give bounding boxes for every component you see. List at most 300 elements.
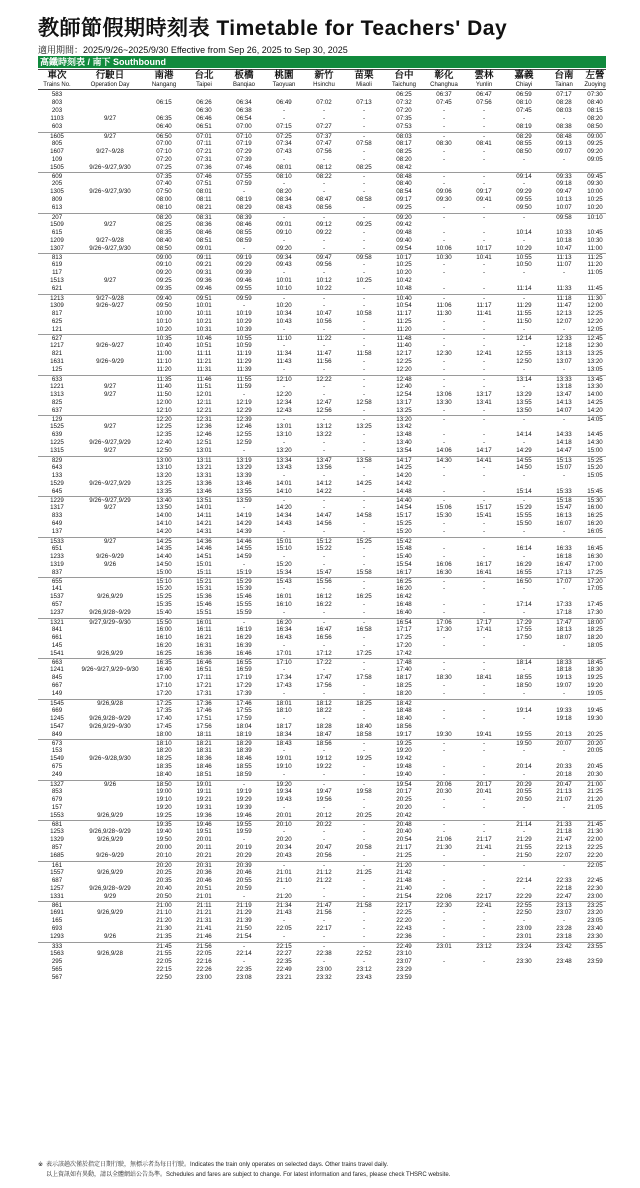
cell-operation-day: [76, 690, 144, 698]
cell-nangang: 17:45: [156, 722, 172, 730]
cell-banqiao: [224, 91, 264, 99]
cell-taichung: 21:25: [396, 852, 412, 860]
cell-taoyuan: 17:01: [276, 649, 292, 657]
col-header-zh: 桃園: [274, 70, 294, 81]
cell-train-no: 805: [51, 139, 63, 147]
cell-hsinchu: 20:22: [316, 821, 332, 828]
cell-chiayi: 12:55: [516, 350, 532, 358]
cell-tainan: 18:07: [556, 633, 572, 641]
cell-nangang: 10:00: [156, 309, 172, 317]
cell-yunlin: -: [482, 585, 486, 593]
cell-miaoli: -: [362, 578, 366, 585]
cell-train-no: 603: [51, 123, 63, 131]
cell-taoyuan: 21:43: [276, 909, 292, 917]
table-row: [38, 277, 606, 285]
cell-taichung: 08:42: [396, 163, 412, 171]
cell-miaoli: -: [362, 390, 366, 398]
cell-hsinchu: -: [322, 917, 326, 925]
cell-tainan: 13:47: [556, 390, 572, 398]
cell-train-no: 1229: [50, 497, 64, 504]
cell-banqiao: -: [242, 301, 246, 309]
cell-tainan: [544, 423, 584, 431]
cell-changhua: -: [442, 155, 446, 163]
cell-yunlin: -: [482, 957, 486, 965]
cell-hsinchu: 08:56: [316, 204, 332, 212]
cell-taichung: 16:20: [396, 585, 412, 593]
cell-operation-day: [76, 634, 144, 642]
cell-tainan: 12:13: [556, 309, 572, 317]
cell-operation-day: [76, 107, 144, 115]
cell-train-no: 681: [51, 821, 63, 828]
cell-hsinchu: -: [322, 933, 326, 941]
cell-operation-day: [76, 366, 144, 374]
cell-tainan: 11:47: [556, 301, 572, 309]
cell-banqiao: 16:46: [236, 649, 252, 657]
cell-chiayi: 08:50: [516, 147, 532, 155]
table-row: [38, 107, 606, 115]
cell-zuoying: 19:05: [587, 690, 603, 698]
col-header-operation-day: [76, 70, 144, 91]
cell-miaoli: -: [362, 641, 366, 649]
cell-tainan: 13:13: [556, 350, 572, 358]
cell-train-no: 121: [51, 325, 63, 333]
cell-changhua: 20:06: [436, 780, 452, 788]
cell-zuoying: 10:30: [587, 236, 603, 244]
cell-train-no: 1221: [50, 382, 64, 390]
cell-zuoying: 22:30: [587, 884, 603, 892]
cell-chiayi: -: [522, 747, 526, 755]
cell-hsinchu: 10:56: [316, 317, 332, 325]
cell-hsinchu: 14:12: [316, 479, 332, 487]
cell-yunlin: -: [482, 431, 486, 439]
cell-train-no: 621: [51, 285, 63, 293]
cell-taoyuan: 19:20: [276, 780, 292, 788]
cell-chiayi: -: [522, 416, 526, 423]
cell-yunlin: -: [482, 528, 486, 536]
cell-changhua: -: [442, 609, 446, 617]
cell-miaoli: -: [362, 115, 366, 123]
cell-miaoli: -: [362, 682, 366, 690]
cell-nangang: 08:20: [156, 213, 172, 221]
cell-changhua: 10:06: [436, 244, 452, 252]
cell-taipei: 07:51: [196, 180, 212, 188]
cell-yunlin: -: [482, 173, 486, 180]
cell-hsinchu: 17:56: [316, 682, 332, 690]
cell-taichung: 10:17: [396, 254, 412, 261]
cell-nangang: 13:10: [156, 463, 172, 471]
cell-train-no: 129: [51, 416, 63, 423]
cell-chiayi: 20:29: [516, 780, 532, 788]
cell-nangang: 14:50: [156, 560, 172, 568]
cell-chiayi: -: [522, 180, 526, 188]
cell-train-no: 1313: [50, 390, 64, 398]
col-header-train-no: [38, 70, 76, 91]
cell-hsinchu: 20:47: [316, 844, 332, 852]
cell-taoyuan: -: [282, 771, 286, 779]
cell-chiayi: 20:55: [516, 787, 532, 795]
cell-banqiao: 17:29: [236, 682, 252, 690]
cell-chiayi: 15:14: [516, 487, 532, 495]
cell-taoyuan: 10:01: [276, 277, 292, 285]
cell-chiayi: -: [522, 236, 526, 244]
col-header-en: Taoyuan: [272, 82, 296, 88]
cell-tainan: 20:47: [556, 780, 572, 788]
table-row: [38, 974, 606, 982]
cell-hsinchu: -: [322, 690, 326, 698]
cell-chiayi: 15:29: [516, 504, 532, 512]
cell-taichung: 13:42: [396, 423, 412, 431]
cell-nangang: 08:00: [156, 196, 172, 204]
table-row: [38, 804, 606, 812]
cell-banqiao: 08:55: [236, 228, 252, 236]
cell-nangang: 09:10: [156, 261, 172, 269]
cell-chiayi: 18:55: [516, 674, 532, 682]
table-row: [38, 261, 606, 269]
cell-train-no: 669: [51, 706, 63, 714]
cell-banqiao: 10:39: [236, 325, 252, 333]
cell-miaoli: -: [362, 497, 366, 504]
cell-yunlin: -: [482, 487, 486, 495]
cell-banqiao: 18:04: [236, 722, 252, 730]
cell-chiayi: 17:55: [516, 625, 532, 633]
cell-tainan: -: [562, 528, 566, 536]
cell-hsinchu: -: [322, 780, 326, 788]
cell-nangang: 06:35: [156, 115, 172, 123]
cell-changhua: -: [442, 917, 446, 925]
cell-tainan: 14:07: [556, 406, 572, 414]
cell-taichung: 09:25: [396, 204, 412, 212]
cell-zuoying: 15:30: [587, 497, 603, 504]
cell-yunlin: -: [482, 852, 486, 860]
cell-zuoying: 18:20: [587, 633, 603, 641]
cell-taipei: 21:41: [196, 925, 212, 933]
cell-yunlin: 15:41: [476, 512, 492, 520]
cell-nangang: 07:10: [156, 147, 172, 155]
cell-train-no: 661: [51, 633, 63, 641]
cell-tainan: 21:47: [556, 836, 572, 844]
cell-changhua: -: [442, 740, 446, 747]
cell-tainan: 12:18: [556, 342, 572, 350]
cell-tainan: 23:18: [556, 933, 572, 941]
cell-hsinchu: -: [322, 269, 326, 277]
cell-taichung: 18:25: [396, 682, 412, 690]
col-header-chiayi: [504, 70, 544, 91]
cell-changhua: -: [442, 228, 446, 236]
cell-chiayi: 16:55: [516, 568, 532, 576]
cell-hsinchu: 10:12: [316, 277, 332, 285]
cell-operation-day: 9/27: [103, 382, 117, 390]
cell-hsinchu: 15:12: [316, 537, 332, 545]
cell-taichung: 08:17: [396, 139, 412, 147]
col-header-en: Chiayi: [515, 82, 533, 88]
cell-train-no: 1253: [50, 828, 64, 836]
cell-changhua: [424, 966, 464, 974]
cell-banqiao: 15:39: [236, 585, 252, 593]
cell-miaoli: -: [362, 213, 366, 221]
cell-taipei: 19:21: [196, 795, 212, 803]
cell-chiayi: 10:50: [516, 261, 532, 269]
cell-train-no: 1327: [50, 780, 64, 788]
cell-miaoli: -: [362, 471, 366, 479]
cell-changhua: -: [442, 261, 446, 269]
cell-chiayi: 12:50: [516, 358, 532, 366]
cell-taichung: 18:48: [396, 706, 412, 714]
cell-changhua: -: [442, 925, 446, 933]
cell-banqiao: 07:00: [236, 123, 252, 131]
cell-miaoli: -: [362, 447, 366, 455]
cell-banqiao: -: [242, 780, 246, 788]
cell-chiayi: -: [522, 269, 526, 277]
cell-taipei: 20:01: [196, 836, 212, 844]
cell-nangang: 16:10: [156, 633, 172, 641]
cell-tainan: -: [562, 366, 566, 374]
cell-taichung: 11:17: [396, 309, 412, 317]
cell-taoyuan: 14:20: [276, 504, 292, 512]
cell-changhua: -: [442, 335, 446, 342]
cell-taoyuan: 17:34: [276, 674, 292, 682]
cell-miaoli: -: [362, 690, 366, 698]
cell-chiayi: 23:01: [516, 933, 532, 941]
cell-miaoli: 08:25: [356, 163, 372, 171]
cell-taoyuan: -: [282, 325, 286, 333]
cell-tainan: -: [562, 690, 566, 698]
cell-zuoying: 22:45: [587, 876, 603, 884]
cell-miaoli: -: [362, 147, 366, 155]
cell-miaoli: -: [362, 358, 366, 366]
cell-banqiao: 14:55: [236, 544, 252, 552]
cell-zuoying: [584, 966, 606, 974]
cell-train-no: 1537: [50, 593, 64, 601]
cell-changhua: -: [442, 852, 446, 860]
table-row: [38, 148, 606, 156]
cell-yunlin: -: [482, 520, 486, 528]
cell-banqiao: 17:55: [236, 706, 252, 714]
cell-train-no: 1331: [50, 892, 64, 900]
cell-train-no: 109: [51, 155, 63, 163]
cell-hsinchu: -: [322, 382, 326, 390]
cell-operation-day: 9/27: [103, 220, 117, 228]
cell-yunlin: -: [482, 261, 486, 269]
table-row: [38, 585, 606, 593]
cell-tainan: [544, 950, 584, 958]
cell-tainan: -: [562, 585, 566, 593]
cell-taoyuan: -: [282, 213, 286, 221]
cell-operation-day: 9/26: [103, 780, 117, 788]
cell-taipei: 09:21: [196, 261, 212, 269]
cell-taoyuan: -: [282, 471, 286, 479]
cell-banqiao: 10:19: [236, 309, 252, 317]
cell-miaoli: 09:58: [356, 254, 372, 261]
cell-yunlin: -: [482, 497, 486, 504]
cell-taoyuan: -: [282, 609, 286, 617]
cell-yunlin: [464, 755, 504, 763]
cell-taoyuan: 16:43: [276, 633, 292, 641]
cell-yunlin: -: [482, 578, 486, 585]
cell-train-no: 1607: [50, 147, 64, 155]
cell-hsinchu: -: [322, 416, 326, 423]
cell-miaoli: 14:25: [356, 479, 372, 487]
cell-banqiao: 08:19: [236, 196, 252, 204]
cell-tainan: 09:18: [556, 180, 572, 188]
cell-changhua: 22:30: [436, 902, 452, 909]
table-row: [38, 537, 606, 545]
cell-taichung: 09:17: [396, 196, 412, 204]
cell-operation-day: [76, 771, 144, 779]
cell-chiayi: -: [522, 771, 526, 779]
cell-zuoying: 09:30: [587, 180, 603, 188]
cell-changhua: -: [442, 342, 446, 350]
cell-nangang: 09:50: [156, 301, 172, 309]
cell-nangang: 21:00: [156, 902, 172, 909]
cell-operation-day: [76, 747, 144, 755]
cell-operation-day: [76, 407, 144, 415]
cell-taichung: 22:20: [396, 917, 412, 925]
cell-zuoying: 23:30: [587, 933, 603, 941]
cell-zuoying: [584, 164, 606, 172]
cell-changhua: [424, 974, 464, 982]
cell-zuoying: [584, 593, 606, 601]
col-header-en: Hsinchu: [313, 82, 335, 88]
cell-chiayi: 17:50: [516, 633, 532, 641]
cell-train-no: 295: [51, 957, 63, 965]
cell-taichung: 19:17: [396, 730, 412, 738]
cell-changhua: -: [442, 861, 446, 869]
cell-hsinchu: -: [322, 618, 326, 626]
cell-yunlin: -: [482, 471, 486, 479]
cell-nangang: 16:40: [156, 666, 172, 674]
table-row: [38, 350, 606, 358]
cell-taichung: 16:42: [396, 593, 412, 601]
cell-changhua: -: [442, 107, 446, 115]
cell-miaoli: -: [362, 544, 366, 552]
cell-taoyuan: -: [282, 269, 286, 277]
table-row: [38, 917, 606, 925]
cell-zuoying: 12:25: [587, 309, 603, 317]
cell-hsinchu: 07:56: [316, 147, 332, 155]
cell-operation-day: [76, 545, 144, 553]
cell-nangang: 07:40: [156, 180, 172, 188]
cell-zuoying: 22:05: [587, 861, 603, 869]
cell-hsinchu: 10:22: [316, 285, 332, 293]
col-header-nangang: [144, 70, 184, 91]
cell-operation-day: [76, 285, 144, 293]
cell-operation-day: [76, 318, 144, 326]
cell-taichung: 08:20: [396, 155, 412, 163]
cell-taoyuan: 15:01: [276, 537, 292, 545]
cell-changhua: 09:06: [436, 188, 452, 196]
table-row: [38, 569, 606, 577]
cell-changhua: -: [442, 487, 446, 495]
cell-hsinchu: 08:12: [316, 163, 332, 171]
cell-chiayi: 08:10: [516, 99, 532, 107]
cell-train-no: 1691: [50, 909, 64, 917]
cell-tainan: 10:33: [556, 228, 572, 236]
cell-nangang: 21:10: [156, 909, 172, 917]
cell-train-no: 1533: [50, 537, 64, 545]
cell-miaoli: -: [362, 317, 366, 325]
cell-operation-day: [76, 99, 144, 107]
col-header-zh: 苗栗: [354, 70, 374, 81]
cell-chiayi: -: [522, 585, 526, 593]
cell-hsinchu: -: [322, 497, 326, 504]
cell-tainan: 07:17: [556, 91, 572, 98]
cell-taipei: 21:21: [196, 909, 212, 917]
cell-banqiao: -: [242, 560, 246, 568]
cell-taichung: 06:25: [396, 91, 412, 98]
cell-taoyuan: 18:10: [276, 706, 292, 714]
cell-tainan: [544, 277, 584, 285]
table-row: [38, 771, 606, 779]
cell-taipei: 19:11: [196, 787, 212, 795]
cell-changhua: 16:30: [436, 568, 452, 576]
cell-banqiao: 14:59: [236, 552, 252, 560]
cell-taichung: 08:03: [396, 132, 412, 140]
cell-taoyuan: 07:34: [276, 139, 292, 147]
cell-operation-day: [76, 674, 144, 682]
cell-banqiao: 09:55: [236, 285, 252, 293]
cell-banqiao: 10:59: [236, 342, 252, 350]
cell-nangang: 15:40: [156, 609, 172, 617]
cell-taoyuan: 16:20: [276, 618, 292, 626]
cell-taichung: 13:25: [396, 406, 412, 414]
cell-chiayi: -: [522, 917, 526, 925]
cell-train-no: 1505: [50, 163, 64, 171]
cell-yunlin: [464, 164, 504, 172]
cell-chiayi: -: [522, 528, 526, 536]
cell-taoyuan: -: [282, 666, 286, 674]
cell-nangang: 07:50: [156, 188, 172, 196]
cell-taipei: 07:31: [196, 155, 212, 163]
cell-yunlin: -: [482, 747, 486, 755]
col-header-en: Nangang: [151, 82, 177, 88]
cell-changhua: 14:30: [436, 456, 452, 464]
cell-hsinchu: [304, 91, 344, 99]
table-row: [38, 893, 606, 901]
table-row: [38, 504, 606, 512]
cell-taoyuan: 10:10: [276, 285, 292, 293]
cell-tainan: [544, 869, 584, 877]
table-row: [38, 342, 606, 350]
cell-taipei: 20:36: [196, 868, 212, 876]
cell-miaoli: 07:13: [356, 99, 372, 107]
cell-taichung: 18:42: [396, 699, 412, 707]
cell-banqiao: 12:19: [236, 398, 252, 406]
cell-taipei: 18:21: [196, 740, 212, 747]
cell-tainan: 14:18: [556, 439, 572, 447]
cell-taipei: 06:46: [196, 115, 212, 123]
table-row: [38, 310, 606, 318]
cell-hsinchu: 15:56: [316, 578, 332, 585]
table-row: [38, 318, 606, 326]
cell-taoyuan: 20:34: [276, 844, 292, 852]
cell-taoyuan: -: [282, 294, 286, 302]
cell-taipei: 09:31: [196, 269, 212, 277]
cell-tainan: 09:47: [556, 188, 572, 196]
cell-train-no: 643: [51, 463, 63, 471]
table-row: [38, 196, 606, 204]
cell-taichung: 22:43: [396, 925, 412, 933]
cell-taichung: 20:48: [396, 821, 412, 828]
cell-yunlin: -: [482, 740, 486, 747]
table-row: [38, 901, 606, 909]
cell-nangang: 15:20: [156, 585, 172, 593]
table-row: [38, 642, 606, 650]
cell-taoyuan: 09:10: [276, 228, 292, 236]
cell-changhua: [424, 812, 464, 820]
cell-zuoying: 17:45: [587, 601, 603, 609]
cell-zuoying: 13:25: [587, 350, 603, 358]
cell-banqiao: 10:55: [236, 335, 252, 342]
